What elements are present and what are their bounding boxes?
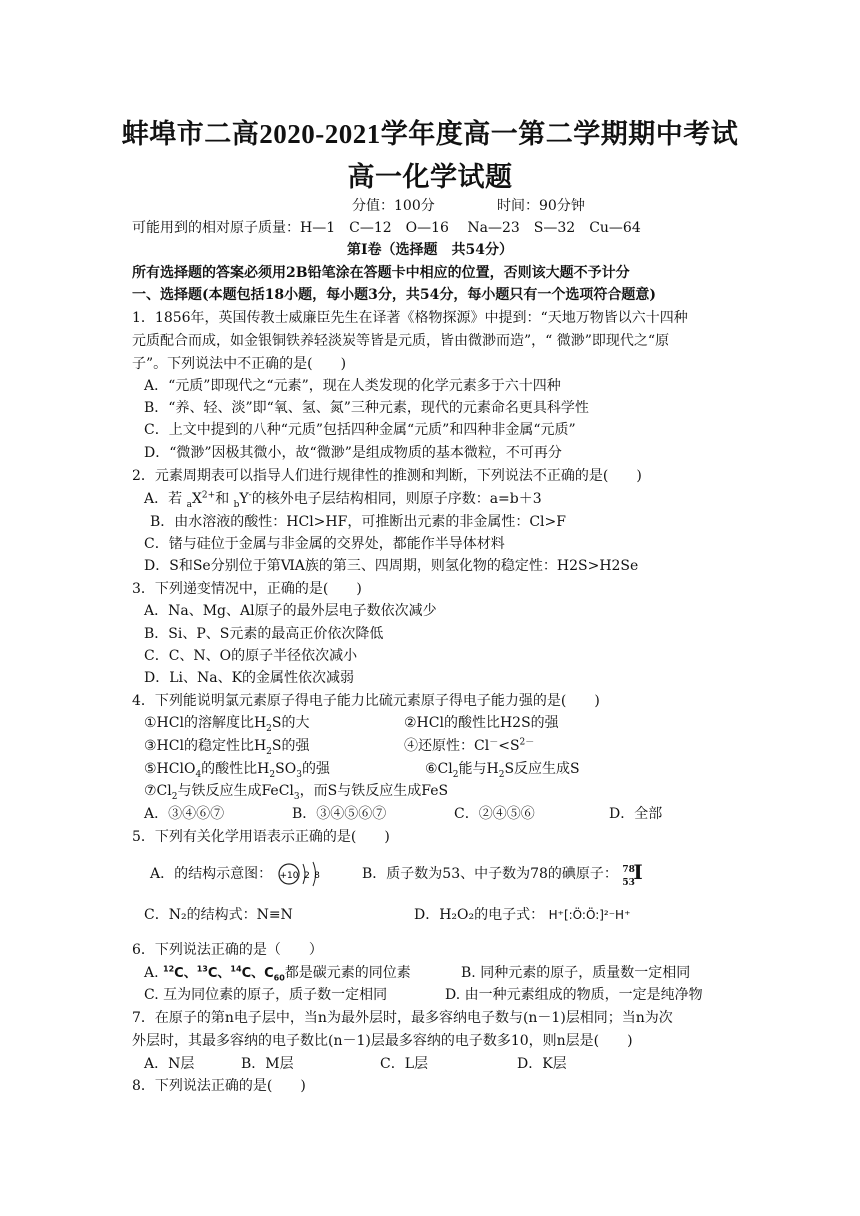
q3-option-b: B．Si、P、S元素的最高正价依次降低 [144,626,384,642]
q5-stem: 5．下列有关化学用语表示正确的是( ) [132,829,390,845]
q1-option-d: D．“微渺”因极其微小，故“微渺”是组成物质的基本微粒，不可再分 [144,445,562,461]
iodine-nuclide-icon: 78 53 I [622,860,643,888]
q3-option-d: D．Li、Na、K的金属性依次减弱 [144,670,355,686]
q4-item-1: ①HCl的溶解度比$H_2S$的大 [144,715,310,734]
exam-subtitle: 高一化学试题 [347,162,513,192]
q2-option-a: A．若 $_aX^{2+}$和 $_b$Y-的核外电子层结构相同，则原子序数：a=b＋3 [144,490,542,510]
carbon-isotopes-icon: $^{12}$C、$^{13}$C、$^{14}$C、$C_{60}$ [163,964,285,983]
q1-option-a: A．“元质”即现代之“元素”，现在人类发现的化学元素多于六十四种 [144,378,561,394]
h2o2-electron-formula-icon: H⁺[:Ö:Ö:]²⁻H⁺ [548,908,631,922]
q2-stem: 2．元素周期表可以指导人们进行规律性的推测和判断，下列说法不正确的是( ) [132,468,642,484]
instruction: 所有选择题的答案必须用2B铅笔涂在答题卡中相应的位置，否则该大题不予计分 [132,265,630,281]
atomic-masses: 可能用到的相对原子质量：H—1 C—12 O—16 Na—23 S—32 Cu—64 [132,220,641,236]
q7-option-d: D．K层 [517,1056,567,1072]
q4-option-d: D．全部 [609,806,663,822]
q2-option-c: C．锗与硅位于金属与非金属的交界处，都能作半导体材料 [144,536,505,552]
q1-option-c: C．上文中提到的八种“元质”包括四种金属“元质”和四种非金属“元质” [144,422,576,438]
q6-option-b: B. 同种元素的原子，质量数一定相同 [461,965,691,981]
atom-structure-icon [277,858,329,890]
q4-item-3: ③HCl的稳定性比$H_2S$的强 [144,738,310,757]
q5-option-b: B．质子数为53、中子数为78的碘原子： 78 53 I [362,860,643,888]
q4-item-6: $⑥Cl_2$能与$H_2S$反应生成S [425,761,580,780]
q4-item-5: ⑤HClO$_4$的酸性比$H_2SO_3$的强 [144,761,330,780]
q4-item-2: ②HCl的酸性比H2S的强 [404,715,559,731]
q4-option-b: B．③④⑤⑥⑦ [292,806,387,822]
q3-option-a: A．Na、Mg、Al原子的最外层电子数依次减少 [144,603,437,619]
q2-option-d: D．S和Se分别位于第ⅥA族的第三、四周期，则氢化物的稳定性：H2S>H2Se [144,558,639,574]
section-title: 第Ⅰ卷（选择题 共54分） [346,242,514,258]
q4-item-4: ④还原性：$Cl^-<S^{2-}$ [404,737,535,754]
q6-option-d: D. 由一种元素组成的物质，一定是纯净物 [445,987,703,1003]
q6-option-a: A. $^{12}$C、$^{13}$C、$^{14}$C、$C_{60}$都是碳元素的同位素 [144,964,411,983]
q3-option-c: C．C、N、O的原子半径依次减小 [144,648,358,664]
q5-option-d: D．H₂O₂的电子式： H⁺[:Ö:Ö:]²⁻H⁺ [414,907,631,923]
q7-stem-line2: 外层时，其最多容纳的电子数比(n－1)层最多容纳的电子数多10，则n层是( ) [132,1033,633,1049]
svg-text:8: 8 [313,871,320,881]
q1-stem-line1: 1．1856年，英国传教士威廉臣先生在译著《格物探源》中提到：“天地万物皆以六十四种 [132,310,688,326]
exam-title: 蚌埠市二高2020-2021学年度高一第二学期期中考试 [121,119,739,149]
q4-stem: 4．下列能说明氯元素原子得电子能力比硫元素原子得电子能力强的是( ) [132,693,600,709]
time-info: 时间：90分钟 [497,198,585,214]
svg-text:+10: +10 [279,871,299,881]
q5-option-c: C．N₂的结构式：N≡N [144,907,293,923]
q1-stem-line3: 子”。下列说法中不正确的是( ) [132,356,347,372]
svg-text:2: 2 [303,871,310,881]
q7-option-a: A．N层 [144,1056,195,1072]
score-info: 分值：100分 [352,198,435,214]
q7-option-c: C．L层 [380,1056,429,1072]
q6-option-c: C. 互为同位素的原子，质子数一定相同 [144,987,388,1003]
part1-heading: 一、选择题(本题包括18小题，每小题3分，共54分，每小题只有一个选项符合题意) [132,287,656,303]
q8-stem: 8．下列说法正确的是( ) [132,1078,306,1094]
q7-stem-line1: 7．在原子的第n电子层中，当n为最外层时，最多容纳电子数与(n－1)层相同；当n为次 [132,1010,673,1026]
q3-stem: 3．下列递变情况中，正确的是( ) [132,581,362,597]
q1-stem-line2: 元质配合而成，如金银铜铁养轻淡炭等皆是元质，皆由微渺而造”，“ 微渺”即现代之“原 [132,333,670,349]
q1-option-b: B．“养、轻、淡”即“氧、氢、氮”三种元素，现代的元素命名更具科学性 [144,400,589,416]
q7-option-b: B．M层 [241,1056,294,1072]
q2-option-b: B．由水溶液的酸性：HCl>HF，可推断出元素的非金属性：Cl>F [150,514,566,530]
q6-stem: 6．下列说法正确的是（ ） [132,942,323,958]
q4-item-7: $⑦Cl_2$与铁反应生成FeCl$_3$，而S与铁反应生成FeS [144,783,449,802]
q4-option-c: C．②④⑤⑥ [454,806,535,822]
q4-option-a: A．③④⑥⑦ [144,806,225,822]
q5-option-a: A．的结构示意图： +10 2 8 [150,858,329,890]
